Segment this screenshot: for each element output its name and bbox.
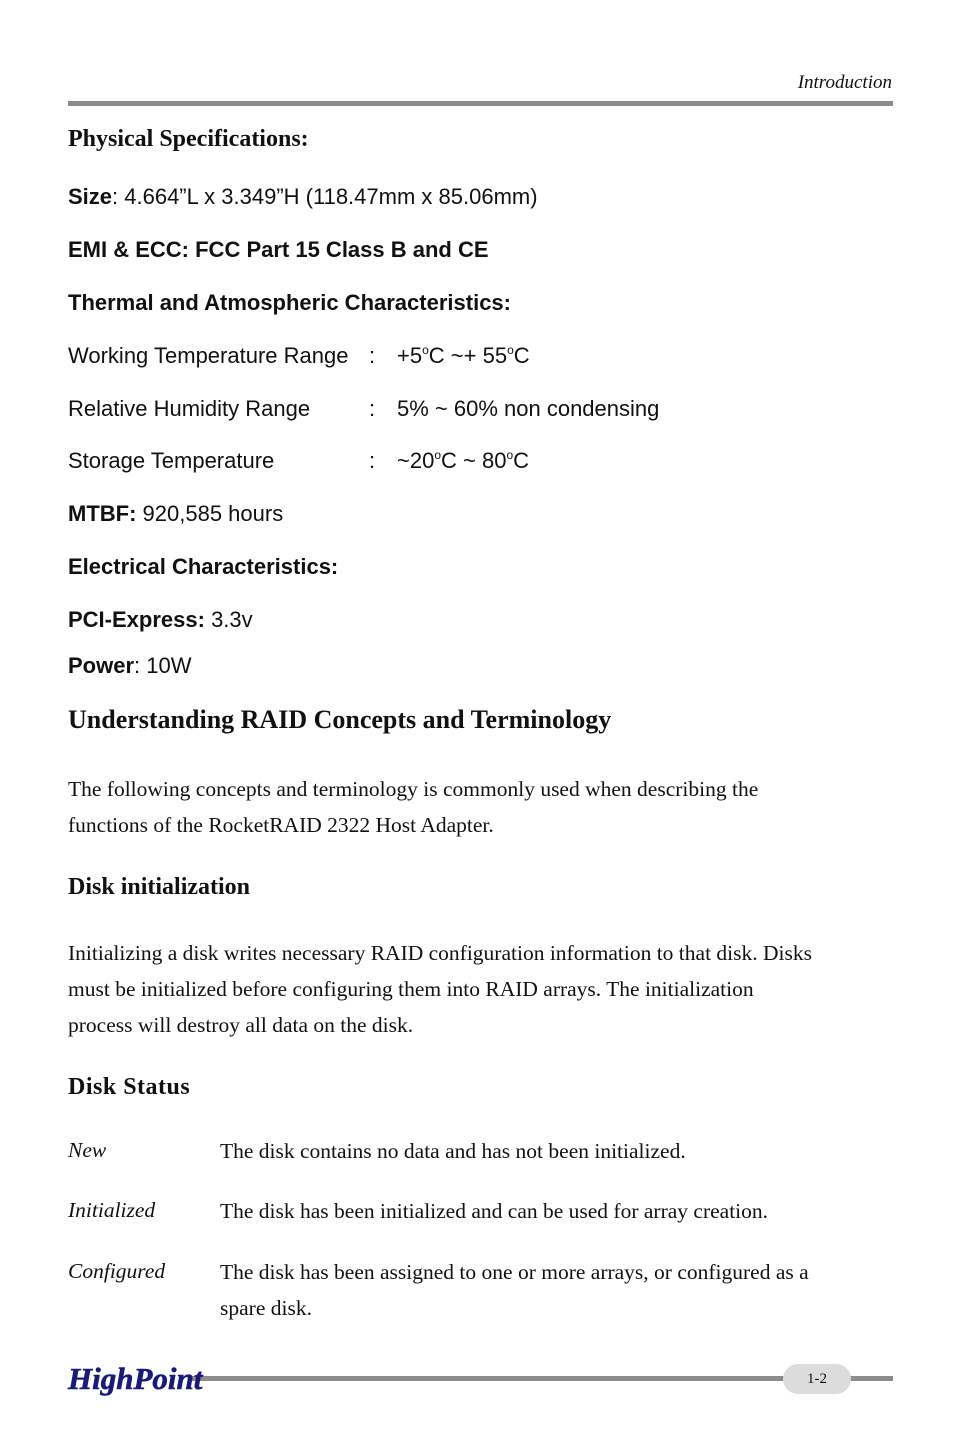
disk-init-heading: Disk initialization bbox=[68, 874, 251, 900]
page-number-badge: 1-2 bbox=[783, 1364, 851, 1394]
mtbf-line bbox=[68, 501, 283, 527]
storage-temp-colon: : bbox=[369, 448, 376, 473]
humidity-label: Relative Humidity Range bbox=[68, 396, 311, 421]
mtbf-value: 920,585 hours bbox=[136, 501, 284, 526]
working-temp-label: Working Temperature Range bbox=[68, 343, 349, 368]
size-line bbox=[68, 184, 538, 210]
size-label: Size bbox=[68, 184, 113, 209]
status-term-initialized: Initialized bbox=[68, 1198, 156, 1222]
status-desc-configured: The disk has been assigned to one or more arrays, or configured as a spare disk. bbox=[220, 1260, 809, 1320]
humidity-colon: : bbox=[369, 396, 376, 421]
raid-intro-paragraph: The following concepts and terminology is commonly used when describing the functions of the RocketRAID 2322 Host Adapter. bbox=[68, 777, 759, 837]
status-term-new: New bbox=[68, 1138, 107, 1162]
emi-line: EMI & ECC: FCC Part 15 Class B and CE bbox=[68, 237, 489, 262]
svg-text:HighPoint: HighPoint bbox=[68, 1361, 203, 1396]
pci-line bbox=[68, 607, 253, 633]
status-desc-new: The disk contains no data and has not been initialized. bbox=[220, 1139, 686, 1163]
highpoint-logo bbox=[66, 1357, 211, 1401]
humidity-value: 5% ~ 60% non condensing bbox=[397, 396, 660, 421]
pci-label: PCI-Express: bbox=[68, 607, 205, 632]
pci-value: 3.3v bbox=[204, 607, 253, 632]
power-line bbox=[68, 653, 192, 679]
disk-init-paragraph: Initializing a disk writes necessary RAID configuration information to that disk. Disks must be initialized before configuring them into RAID arrays. The initialization process will destroy all data on the disk. bbox=[68, 941, 812, 1037]
status-desc-initialized: The disk has been initialized and can be used for array creation. bbox=[220, 1199, 769, 1223]
header-rule bbox=[68, 101, 893, 106]
raid-heading: Understanding RAID Concepts and Terminology bbox=[68, 705, 612, 734]
disk-status-heading: Disk Status bbox=[68, 1074, 191, 1100]
size-value: : 4.664”L x 3.349”H (118.47mm x 85.06mm) bbox=[112, 184, 538, 209]
mtbf-label: MTBF: bbox=[68, 501, 137, 526]
power-value: : 10W bbox=[134, 653, 192, 678]
status-term-configured: Configured bbox=[68, 1259, 166, 1283]
physical-specs-heading: Physical Specifications: bbox=[68, 126, 309, 152]
storage-temp-label: Storage Temperature bbox=[68, 448, 275, 473]
power-label: Power bbox=[68, 653, 135, 678]
electrical-heading: Electrical Characteristics: bbox=[68, 554, 339, 579]
working-temp-colon: : bbox=[369, 343, 376, 368]
thermal-heading: Thermal and Atmospheric Characteristics: bbox=[68, 290, 511, 315]
storage-temp-value: ~20$^o$C ~ 80$^o$C bbox=[397, 448, 530, 473]
working-temp-value: $+5^oC$ ~+ $55^oC$ bbox=[397, 343, 530, 368]
running-header: Introduction bbox=[797, 72, 892, 93]
